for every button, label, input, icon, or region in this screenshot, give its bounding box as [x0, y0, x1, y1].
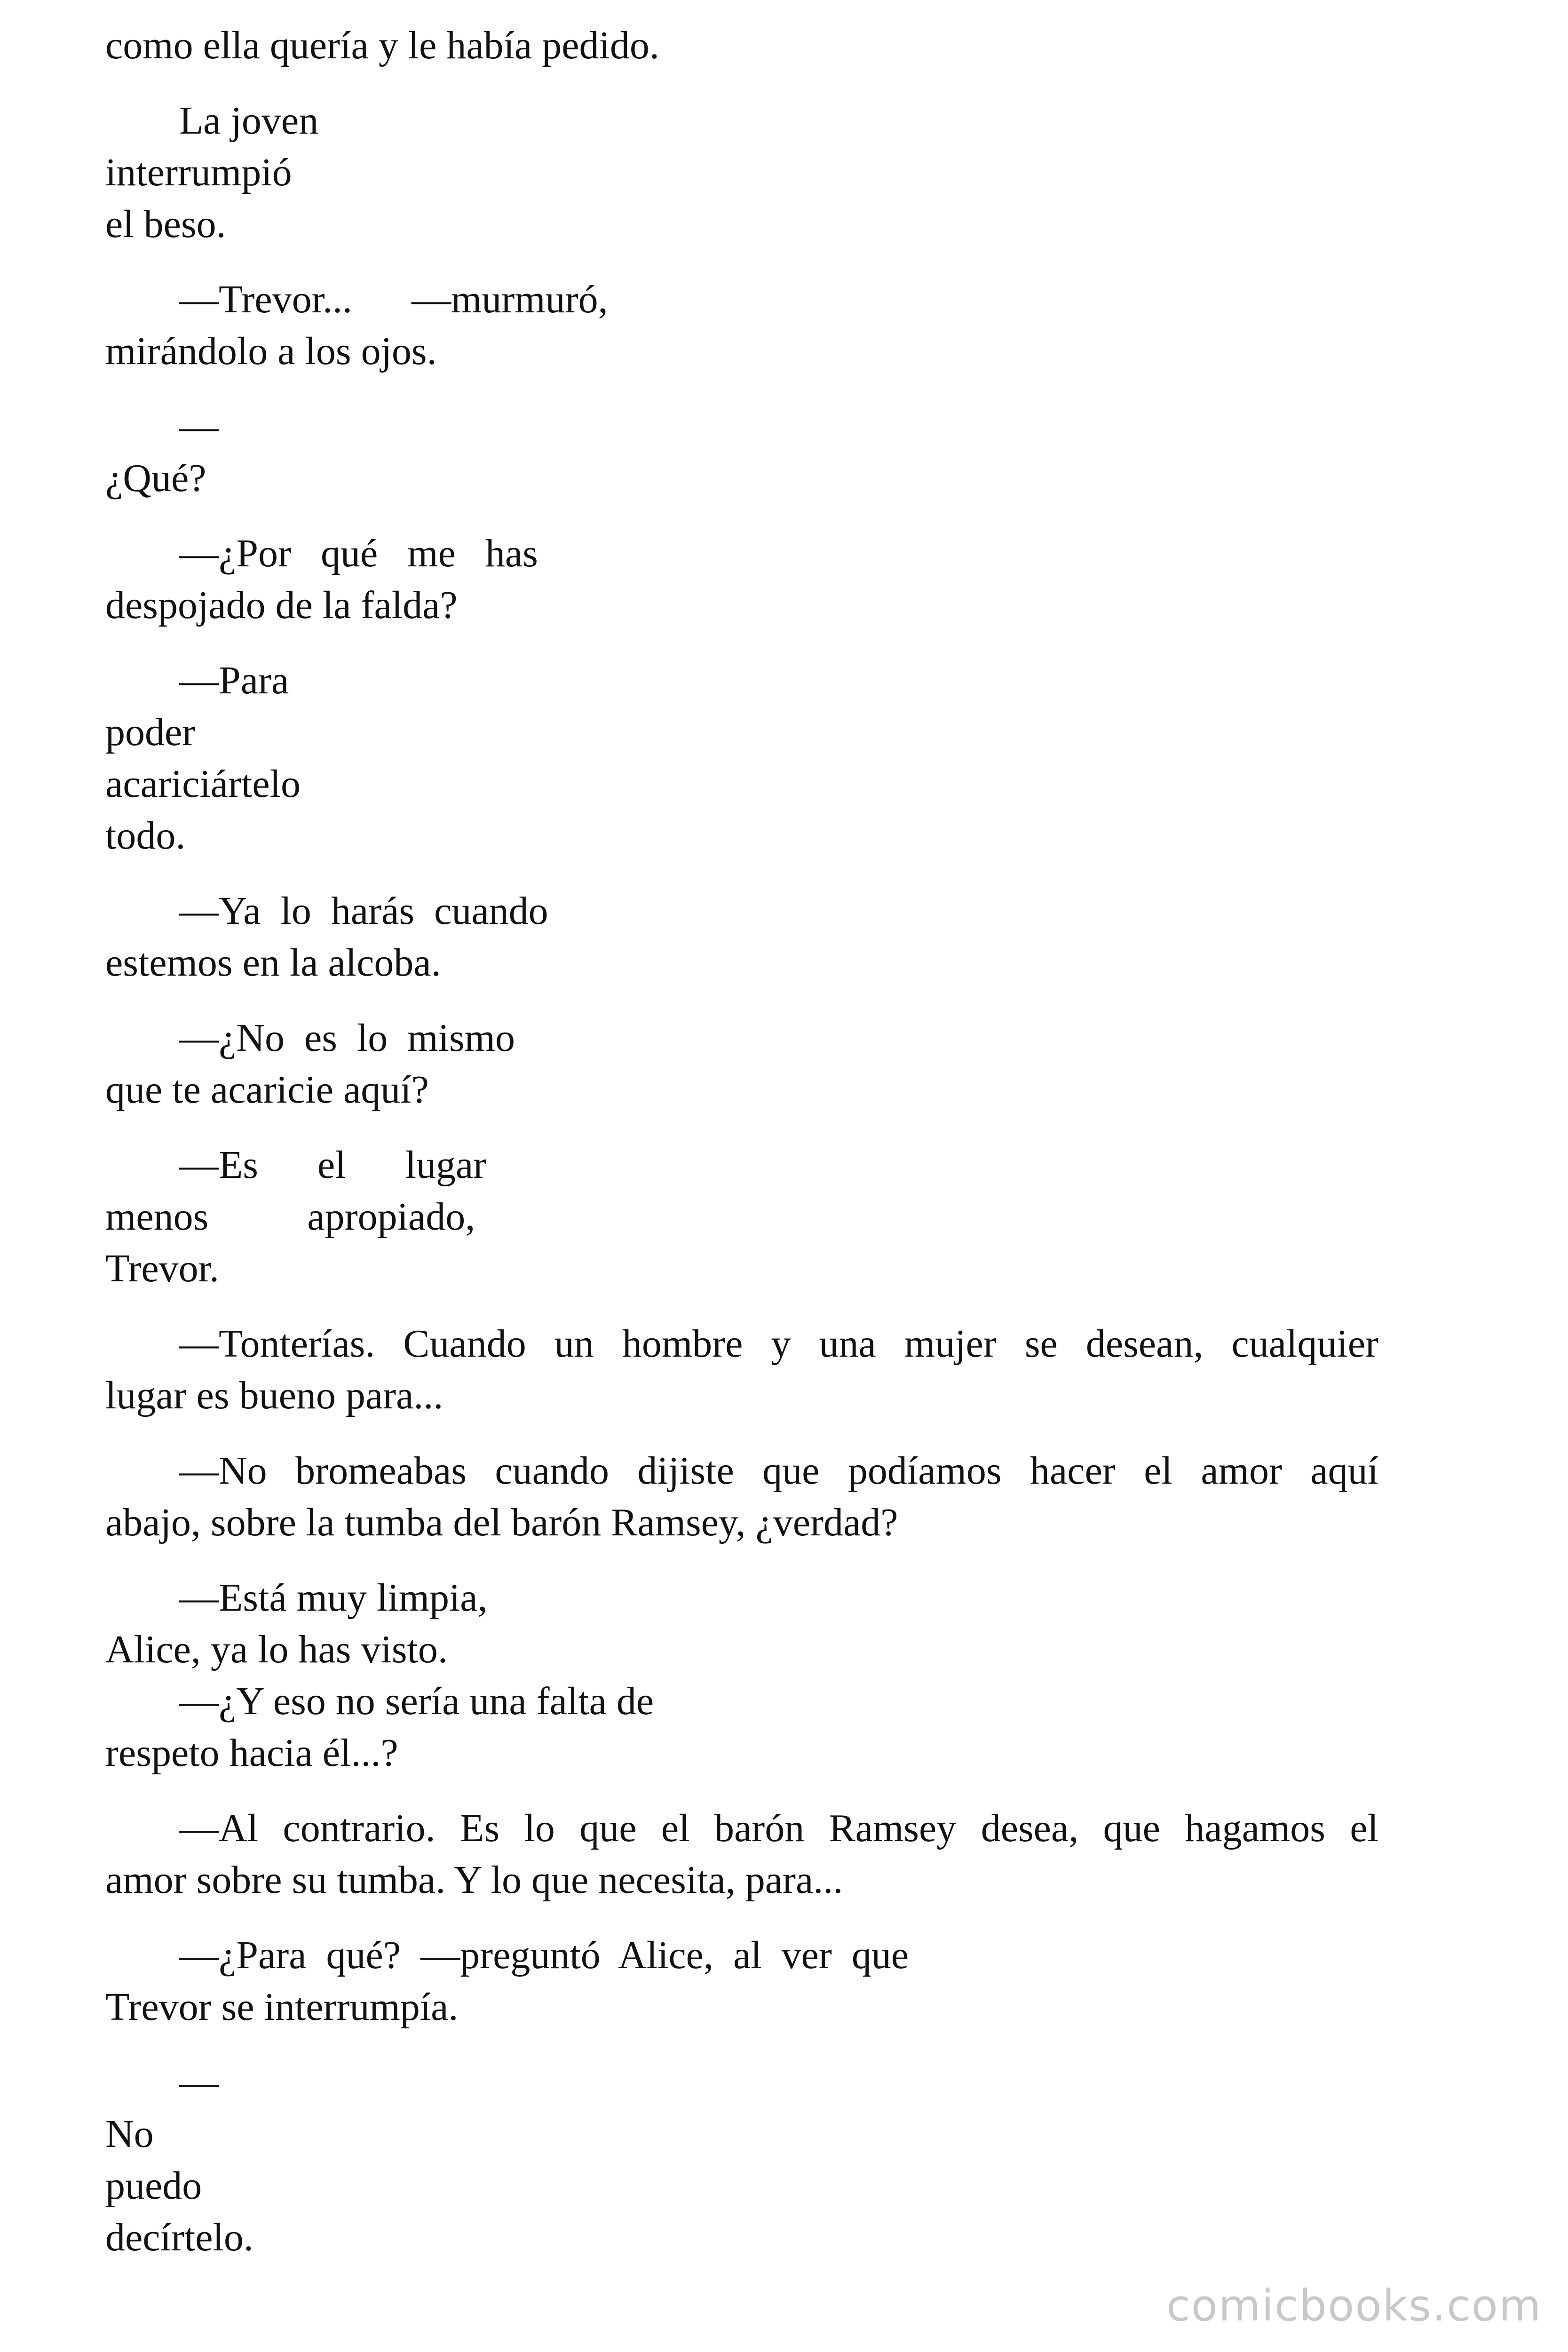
watermark: comicbooks.com: [1166, 2280, 1542, 2331]
text-line: que te acaricie aquí?: [105, 1068, 429, 1112]
text-line: Trevor se interrumpía.: [105, 1985, 459, 2029]
text-line: —No bromeabas cuando dijiste que podíamos hacer el amor aquí: [179, 1449, 1378, 1493]
text-line: acariciártelo: [105, 762, 301, 806]
text-line: respeto hacia él...?: [105, 1731, 398, 1775]
text-line: decírtelo.: [105, 2216, 253, 2259]
text-line: —: [179, 405, 219, 448]
text-line: todo.: [105, 814, 186, 858]
text-line: Trevor.: [105, 1247, 219, 1290]
text-line: —Está muy limpia,: [179, 1576, 488, 1620]
text-line: estemos en la alcoba.: [105, 941, 441, 985]
text-line: lugar es bueno para...: [105, 1374, 443, 1417]
text-line: Alice, ya lo has visto.: [105, 1628, 448, 1671]
text-line: No: [105, 2112, 154, 2156]
text-line: el beso.: [105, 202, 226, 246]
text-line: poder: [105, 710, 196, 754]
text-line: —Tonterías. Cuando un hombre y una mujer se desean, cualquier: [179, 1322, 1378, 1366]
text-line: —Al contrario. Es lo que el barón Ramsey desea, que hagamos el: [179, 1806, 1378, 1850]
text-line: como ella quería y le había pedido.: [105, 24, 659, 67]
text-line: —Trevor... —murmuró,: [179, 278, 608, 321]
text-line: mirándolo a los ojos.: [105, 329, 437, 373]
text-line: —¿No es lo mismo: [179, 1016, 515, 1060]
text-line: menos apropiado,: [105, 1195, 475, 1239]
text-line: abajo, sobre la tumba del barón Ramsey, ¿verdad?: [105, 1501, 898, 1544]
text-line: puedo: [105, 2164, 202, 2208]
text-line: —: [179, 2060, 219, 2104]
text-line: —¿Y eso no sería una falta de: [179, 1679, 654, 1723]
text-line: interrumpió: [105, 151, 292, 194]
text-line: —Para: [179, 659, 289, 702]
text-line: despojado de la falda?: [105, 583, 458, 627]
text-line: —Es el lugar: [179, 1143, 487, 1187]
text-line: amor sobre su tumba. Y lo que necesita, para...: [105, 1858, 843, 1902]
text-line: La joven: [179, 99, 319, 143]
text-line: —¿Por qué me has: [179, 532, 538, 575]
text-line: —Ya lo harás cuando: [179, 889, 548, 933]
text-line: ¿Qué?: [105, 456, 206, 500]
text-line: —¿Para qué? —preguntó Alice, al ver que: [179, 1933, 909, 1977]
